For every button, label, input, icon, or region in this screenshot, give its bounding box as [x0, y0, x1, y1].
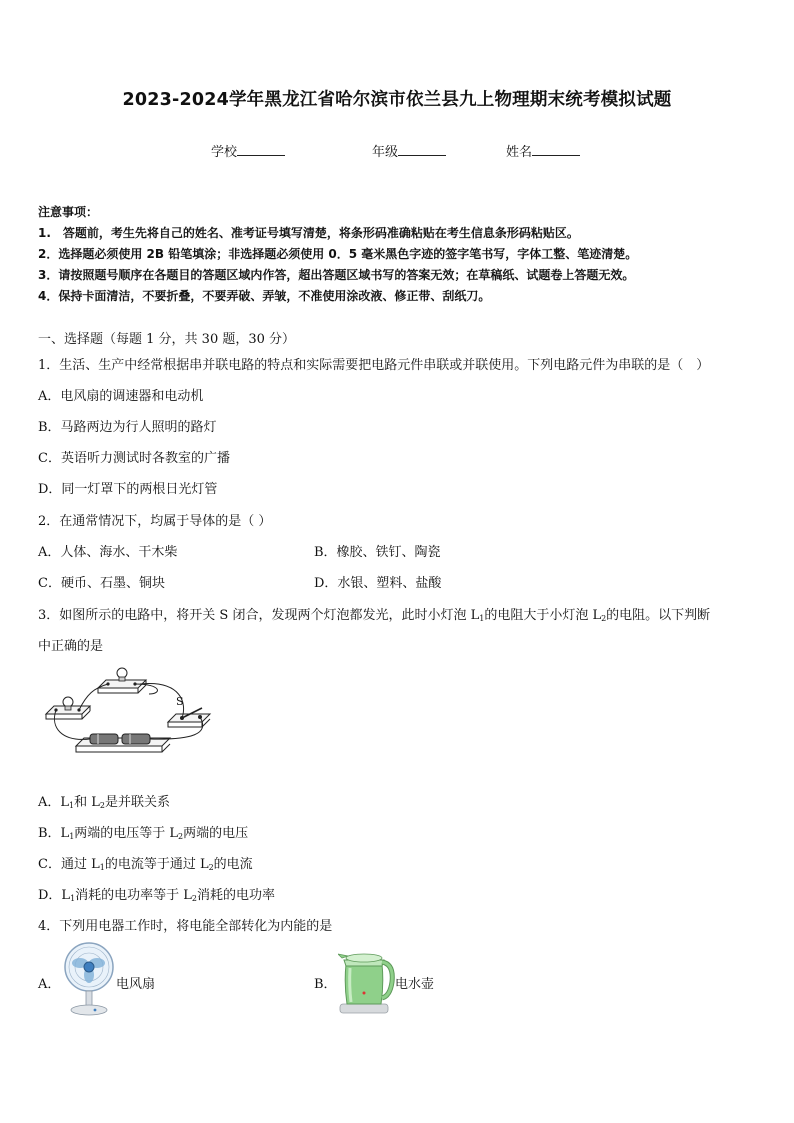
q3-stem: 3．如图所示的电路中，将开关 S 闭合，发现两个灯泡都发光，此时小灯泡 $L_1$的电阻大于小灯泡 $L_2$的电阻。以下判断	[38, 608, 711, 623]
notice-item: 2．选择题必须使用 2B 铅笔填涂；非选择题必须使用 0．5 毫米黑色字迹的签字笔书写，字体工整、笔迹清楚。	[38, 247, 638, 261]
q1-option-d[interactable]: D．同一灯罩下的两根日光灯管	[38, 482, 218, 497]
q4-option-a-letter[interactable]: A．	[38, 977, 61, 992]
name-label: 姓名	[506, 145, 533, 160]
q3-option-c[interactable]: C．通过 $L_1$的电流等于通过 $L_2$的电流	[38, 857, 253, 872]
notice-item: 4．保持卡面清洁，不要折叠，不要弄破、弄皱，不准使用涂改液、修正带、刮纸刀。	[38, 289, 491, 303]
q1-option-c[interactable]: C．英语听力测试时各教室的广播	[38, 451, 230, 466]
q3-option-d[interactable]: D．$L_1$消耗的电功率等于 $L_2$消耗的电功率	[38, 888, 276, 903]
q4-option-a-text: 电风扇	[116, 977, 156, 992]
school-blank[interactable]	[237, 142, 285, 156]
name-blank[interactable]	[532, 142, 580, 156]
q4-option-b-letter[interactable]: B．	[314, 977, 337, 992]
circuit-diagram	[42, 664, 214, 760]
section-heading: 一、选择题（每题 1 分，共 30 题，30 分）	[38, 332, 296, 347]
q3-option-b[interactable]: B．$L_1$两端的电压等于 $L_2$两端的电压	[38, 826, 249, 841]
school-label: 学校	[211, 145, 238, 160]
q4-option-b-text: 电水壶	[395, 977, 435, 992]
q2-option-a[interactable]: A．人体、海水、干木柴	[38, 545, 178, 560]
q1-stem: 1．生活、生产中经常根据串并联电路的特点和实际需要把电路元件串联或并联使用。下列电路元件为串联的是（ ）	[38, 358, 710, 373]
grade-blank[interactable]	[398, 142, 446, 156]
switch-label: S	[176, 695, 184, 708]
q1-option-a[interactable]: A．电风扇的调速器和电动机	[38, 389, 204, 404]
page-title: 2023-2024学年黑龙江省哈尔滨市依兰县九上物理期末统考模拟试题	[122, 90, 672, 110]
q3-stem-line2: 中正确的是	[38, 639, 104, 654]
grade-label: 年级	[372, 145, 399, 160]
school-field	[211, 141, 285, 160]
grade-field	[372, 141, 446, 160]
electric-fan-image	[62, 941, 116, 1021]
notice-item: 3．请按照题号顺序在各题目的答题区域内作答，超出答题区域书写的答案无效；在草稿纸、试题卷上答题无效。	[38, 268, 635, 282]
electric-kettle-image	[338, 946, 396, 1020]
notice-item: 1. 答题前，考生先将自己的姓名、准考证号填写清楚，将条形码准确粘贴在考生信息条形码粘贴区。	[38, 226, 579, 240]
q1-option-b[interactable]: B．马路两边为行人照明的路灯	[38, 420, 217, 435]
q3-option-a[interactable]: A．$L_1$和 $L_2$是并联关系	[38, 795, 170, 810]
q2-option-b[interactable]: B．橡胶、铁钉、陶瓷	[314, 545, 441, 560]
notice-heading: 注意事项：	[38, 205, 99, 219]
q2-option-c[interactable]: C．硬币、石墨、铜块	[38, 576, 165, 591]
q2-option-d[interactable]: D．水银、塑料、盐酸	[314, 576, 442, 591]
name-field	[506, 141, 580, 160]
q2-stem: 2．在通常情况下，均属于导体的是（ ）	[38, 514, 272, 529]
q4-stem: 4．下列用电器工作时，将电能全部转化为内能的是	[38, 919, 333, 934]
